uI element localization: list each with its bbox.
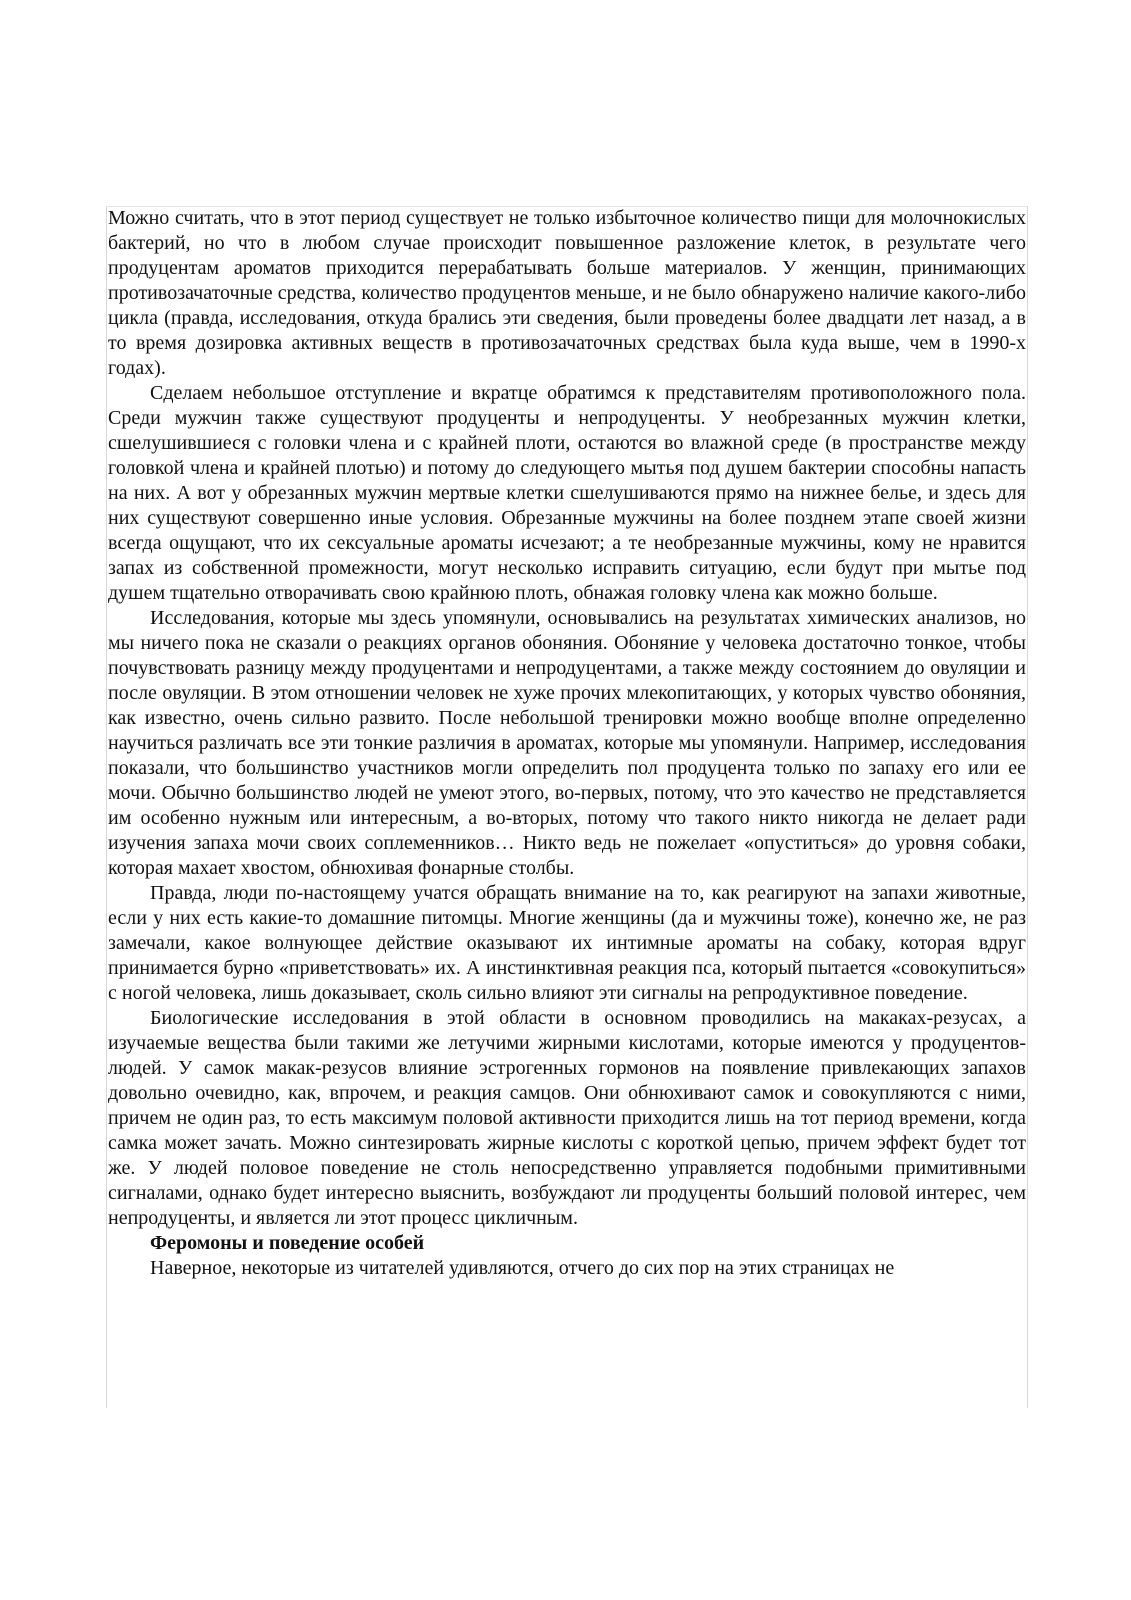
body-text — [108, 206, 1026, 1281]
paragraph-3: Исследования, которые мы здесь упомянули, основывались на результатах химических анализов, но мы ничего пока не сказали о реакциях органов обоняния. Обоняние у человека достаточно тонкое, чтобы почувствовать разницу между продуцентами и непродуцентами, а также между состоянием до овуляции и после овуляции. В этом отношении человек не хуже прочих млекопитающих, у которых чувство обоняния, как известно, очень сильно развито. После небольшой тренировки можно вообще вполне определенно научиться различать все эти тонкие различия в ароматах, которые мы упомянули. Например, исследования показали, что большинство участников могли определить пол продуцента только по запаху его или ее мочи. Обычно большинство людей не умеют этого, во-первых, потому, что это качество не представляется им особенно нужным или интересным, а во-вторых, потому что такого никто никогда не делает ради изучения запаха мочи своих соплеменников… Никто ведь не пожелает «опуститься» до уровня собаки, которая махает хвостом, обнюхивая фонарные столбы. — [108, 607, 1026, 879]
paragraph-5: Биологические исследования в этой области в основном проводились на макаках-резусах, а изучаемые вещества были такими же летучими жирными кислотами, которые имеются у продуцентов-людей. У самок макак-резусов влияние эстрогенных гормонов на появление привлекающих запахов довольно очевидно, как, впрочем, и реакция самцов. Они обнюхивают самок и совокупляются с ними, причем не один раз, то есть максимум половой активности приходится лишь на тот период времени, когда самка может зачать. Можно синтезировать жирные кислоты с короткой цепью, причем эффект будет тот же. У людей половое поведение не столь непосредственно управляется подобными примитивными сигналами, однако будет интересно выяснить, возбуждают ли продуценты больший половой интерес, чем непродуценты, и является ли этот процесс цикличным. — [108, 1007, 1026, 1229]
paragraph-1: Можно считать, что в этот период существует не только избыточное количество пищи для молочнокислых бактерий, но что в любом случае происходит повышенное разложение клеток, в результате чего продуцентам ароматов приходится перерабатывать больше материалов. У женщин, принимающих противозачаточные средства, количество продуцентов меньше, и не было обнаружено наличие какого-либо цикла (правда, исследования, откуда брались эти сведения, были проведены более двадцати лет назад, а в то время дозировка активных веществ в противозачаточных средствах была куда выше, чем в 1990-х годах). — [108, 207, 1026, 379]
paragraph-2: Сделаем небольшое отступление и вкратце обратимся к представителям противоположного пола. Среди мужчин также существуют продуценты и непродуценты. У необрезанных мужчин клетки, сшелушившиеся с головки члена и с крайней плоти, остаются во влажной среде (в пространстве между головкой члена и крайней плотью) и потому до следующего мытья под душем бактерии способны напасть на них. А вот у обрезанных мужчин мертвые клетки сшелушиваются прямо на нижнее белье, и здесь для них существуют совершенно иные условия. Обрезанные мужчины на более позднем этапе своей жизни всегда ощущают, что их сексуальные ароматы исчезают; а те необрезанные мужчины, кому не нравится запах из собственной промежности, могут несколько исправить ситуацию, если будут при мытье под душем тщательно отворачивать свою крайнюю плоть, обнажая головку члена как можно больше. — [108, 382, 1026, 604]
paragraph-4: Правда, люди по-настоящему учатся обращать внимание на то, как реагируют на запахи животные, если у них есть какие-то домашние питомцы. Многие женщины (да и мужчины тоже), конечно же, не раз замечали, какое волнующее действие оказывают их интимные ароматы на собаку, которая вдруг принимается бурно «приветствовать» их. А инстинктивная реакция пса, который пытается «совокупиться» с ногой человека, лишь доказывает, сколь сильно влияют эти сигналы на репродуктивное поведение. — [108, 882, 1026, 1004]
section-heading: Феромоны и поведение особей — [150, 1232, 425, 1254]
text-frame — [106, 206, 1028, 1408]
paragraph-6: Наверное, некоторые из читателей удивляются, отчего до сих пор на этих страницах не — [150, 1257, 895, 1279]
